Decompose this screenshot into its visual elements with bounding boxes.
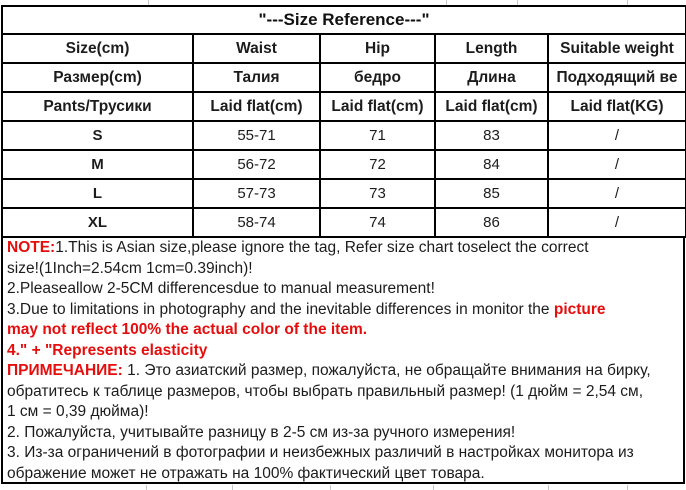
category-cell-length: Laid flat(cm) (435, 92, 548, 121)
cell-waist: 56-72 (193, 150, 320, 179)
header-row-en (2, 34, 686, 63)
cell-size: XL (2, 208, 193, 237)
cell-waist: 58-74 (193, 208, 320, 237)
note-ru-line-3 (7, 402, 683, 423)
gridline-sliver (627, 485, 628, 490)
table-title-row (2, 6, 686, 34)
note-ru-line-6 (7, 464, 683, 485)
note-en-line-4 (7, 300, 683, 321)
category-row (2, 92, 686, 121)
cell-length: 86 (435, 208, 548, 237)
note-text: size!(1Inch=2.54cm 1cm=0.39inch)! (7, 259, 253, 277)
cell-length: 85 (435, 179, 548, 208)
note-text-highlight: picture (553, 300, 606, 318)
header-cell-weight-en: Suitable weight (548, 34, 686, 63)
note-ru-line-1 (7, 361, 683, 382)
note-ru-line-5 (7, 443, 683, 464)
note-en-line-3 (7, 279, 683, 300)
cell-weight: / (548, 208, 686, 237)
note-text: 1.This is Asian size,please ignore the tag, Refer size chart toselect the correct (55, 239, 589, 256)
cell-hip: 72 (320, 150, 435, 179)
note-text-highlight: may not reflect 100% the actual color of the item. (7, 321, 368, 338)
header-cell-hip-en: Hip (320, 34, 435, 63)
cell-weight: / (548, 121, 686, 150)
cell-length: 83 (435, 121, 548, 150)
note-text: 3.Due to limitations in photography and the inevitable differences in monitor the (7, 300, 554, 318)
cell-weight: / (548, 179, 686, 208)
header-cell-weight-ru: Подходящий ве (548, 63, 686, 92)
note-text: 1 см = 0,39 дюйма)! (7, 403, 149, 420)
note-ru-line-4 (7, 423, 683, 444)
table-row-m (2, 150, 686, 179)
note-text: обратитесь к таблице размеров, чтобы выбрать правильный размер! (1 дюйм = 2,54 см, (7, 382, 644, 400)
note-en-line-6 (7, 341, 683, 362)
gridline-sliver (146, 485, 147, 490)
cell-waist: 57-73 (193, 179, 320, 208)
gridline-sliver (433, 485, 434, 490)
category-cell-waist: Laid flat(cm) (193, 92, 320, 121)
table-row-l (2, 179, 686, 208)
cell-size: S (2, 121, 193, 150)
cell-size: L (2, 179, 193, 208)
note-text: 2.Pleaseallow 2-5CM differencesdue to manual measurement! (7, 280, 435, 297)
cell-hip: 71 (320, 121, 435, 150)
header-cell-size-en: Size(cm) (2, 34, 193, 63)
header-cell-length-en: Length (435, 34, 548, 63)
cell-weight: / (548, 150, 686, 179)
cell-waist: 55-71 (193, 121, 320, 150)
notes-section (1, 236, 685, 484)
gridline-sliver (548, 485, 549, 490)
header-row-ru (2, 63, 686, 92)
note-text: ображение может не отражать на 100% фактический цвет товара. (7, 464, 485, 482)
note-ru-line-2 (7, 382, 683, 403)
cell-hip: 73 (320, 179, 435, 208)
gridline-sliver (232, 485, 233, 490)
header-cell-hip-ru: бедро (320, 63, 435, 92)
header-cell-size-ru: Размер(cm) (2, 63, 193, 92)
category-cell-hip: Laid flat(cm) (320, 92, 435, 121)
header-cell-waist-ru: Талия (193, 63, 320, 92)
note-text: 1. Это азиатский размер, пожалуйста, не обращайте внимания на бирку, (122, 362, 651, 379)
header-cell-waist-en: Waist (193, 34, 320, 63)
note-text-highlight: 4." + "Represents elasticity (7, 341, 208, 359)
table-row-s (2, 121, 686, 150)
note-en-line-5 (7, 320, 683, 341)
category-cell-weight: Laid flat(KG) (548, 92, 686, 121)
cell-hip: 74 (320, 208, 435, 237)
category-cell-pants: Pants/Трусики (2, 92, 193, 121)
note-text: 2. Пожалуйста, учитывайте разницу в 2-5 см из-за ручного измерения! (7, 423, 516, 441)
note-en-line-1 (7, 238, 683, 259)
note-text: 3. Из-за ограничений в фотографии и неизбежных различий в настройках монитора из (7, 444, 634, 461)
note-label-ru: ПРИМЕЧАНИЕ: (7, 362, 123, 379)
size-reference-table (1, 5, 686, 238)
table-title: "---Size Reference---" (2, 6, 686, 34)
header-cell-length-ru: Длина (435, 63, 548, 92)
gridline-sliver (330, 485, 331, 490)
note-label-en: NOTE: (7, 239, 56, 256)
cell-size: M (2, 150, 193, 179)
note-en-line-2 (7, 259, 683, 280)
table-row-xl (2, 208, 686, 237)
cell-length: 84 (435, 150, 548, 179)
